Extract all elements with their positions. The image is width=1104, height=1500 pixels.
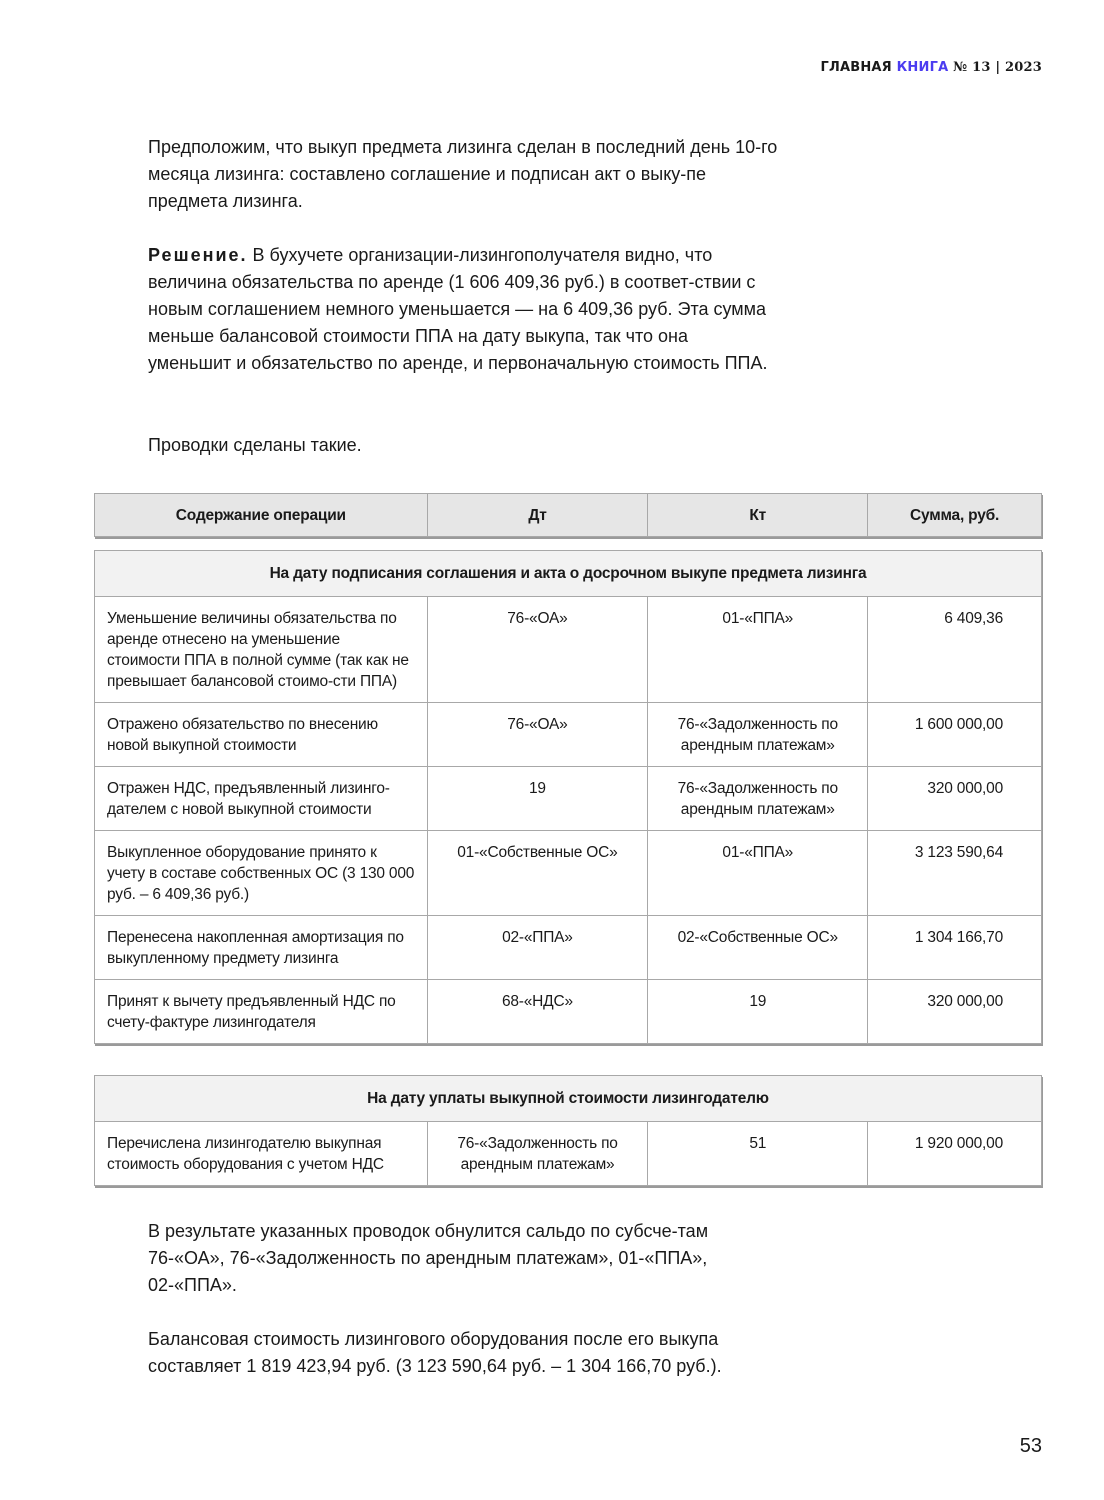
entries-intro: Проводки сделаны такие. (148, 435, 362, 455)
cell-credit: 19 (648, 980, 868, 1044)
cell-debit: 76-«Задолженность по арендным платежам» (427, 1122, 648, 1186)
entries-table-signing (94, 550, 1042, 1044)
table-row (95, 1122, 1042, 1186)
table-row (95, 703, 1042, 767)
cell-amount: 1 600 000,00 (868, 703, 1042, 767)
solution-label: Решение. (148, 245, 248, 265)
cell-description: Перенесена накопленная амортизация по выкупленному предмету лизинга (95, 916, 428, 980)
table-row (95, 980, 1042, 1044)
cell-debit: 19 (427, 767, 648, 831)
solution-paragraph (148, 242, 773, 377)
cell-amount: 1 920 000,00 (868, 1122, 1042, 1186)
table-row (95, 831, 1042, 916)
table-row (95, 767, 1042, 831)
column-header: Сумма, руб. (868, 494, 1042, 537)
cell-debit: 02-«ППА» (427, 916, 648, 980)
cell-amount: 6 409,36 (868, 597, 1042, 703)
cell-description: Принят к вычету предъявленный НДС по счету-фактуре лизингодателя (95, 980, 428, 1044)
brand-accent: КНИГА (896, 60, 949, 75)
cell-amount: 1 304 166,70 (868, 916, 1042, 980)
cell-credit: 01-«ППА» (648, 597, 868, 703)
running-header (820, 60, 1042, 75)
cell-amount: 320 000,00 (868, 767, 1042, 831)
cell-credit: 02-«Собственные ОС» (648, 916, 868, 980)
cell-amount: 3 123 590,64 (868, 831, 1042, 916)
cell-description: Выкупленное оборудование принято к учету в составе собственных ОС (3 130 000 руб. – 6 409,36 руб.) (95, 831, 428, 916)
brand-main: ГЛАВНАЯ (820, 60, 892, 75)
section-header: На дату уплаты выкупной стоимости лизингодателю (95, 1076, 1042, 1122)
table-header (94, 493, 1042, 537)
cell-credit: 51 (648, 1122, 868, 1186)
cell-debit: 68-«НДС» (427, 980, 648, 1044)
cell-debit: 76-«ОА» (427, 597, 648, 703)
cell-credit: 76-«Задолженность по арендным платежам» (648, 767, 868, 831)
table-row (95, 916, 1042, 980)
intro-paragraph: Предположим, что выкуп предмета лизинга сделан в последний день 10-го месяца лизинга: составлено соглашение и подписан акт о выку-пе предмета лизинга. (148, 137, 778, 211)
result-paragraph: В результате указанных проводок обнулится сальдо по субсче-там 76-«ОА», 76-«Задолженность по арендным платежам», 01-«ППА», 02-«ППА». (148, 1221, 709, 1295)
table-row (95, 597, 1042, 703)
column-header: Кт (648, 494, 868, 537)
balance-paragraph: Балансовая стоимость лизингового оборудования после его выкупа составляет 1 819 423,94 руб. (3 123 590,64 руб. – 1 304 166,70 руб.). (148, 1329, 722, 1376)
cell-amount: 320 000,00 (868, 980, 1042, 1044)
issue-number: № 13 | 2023 (953, 60, 1042, 75)
section-header: На дату подписания соглашения и акта о досрочном выкупе предмета лизинга (95, 551, 1042, 597)
cell-description: Уменьшение величины обязательства по аренде отнесено на уменьшение стоимости ППА в полной сумме (так как не превышает балансовой стоимо-сти ППА) (95, 597, 428, 703)
cell-description: Отражено обязательство по внесению новой выкупной стоимости (95, 703, 428, 767)
cell-credit: 76-«Задолженность по арендным платежам» (648, 703, 868, 767)
cell-debit: 76-«ОА» (427, 703, 648, 767)
cell-credit: 01-«ППА» (648, 831, 868, 916)
column-header: Дт (427, 494, 648, 537)
cell-description: Перечислена лизингодателю выкупная стоимость оборудования с учетом НДС (95, 1122, 428, 1186)
solution-text: В бухучете организации-лизингополучателя видно, что величина обязательства по аренде (1 606 409,36 руб.) в соответ-ствии с новым соглашением немного уменьшается — на 6 409,36 руб. Эта сумма меньше балансовой стоимости ППА на дату выкупа, так что она уменьшит и обязательство по аренде, и первоначальную стоимость ППА. (148, 245, 768, 373)
column-header: Содержание операции (95, 494, 428, 537)
cell-debit: 01-«Собственные ОС» (427, 831, 648, 916)
entries-table-payment (94, 1075, 1042, 1186)
cell-description: Отражен НДС, предъявленный лизинго-дателем с новой выкупной стоимости (95, 767, 428, 831)
page-number: 53 (1019, 1435, 1042, 1457)
